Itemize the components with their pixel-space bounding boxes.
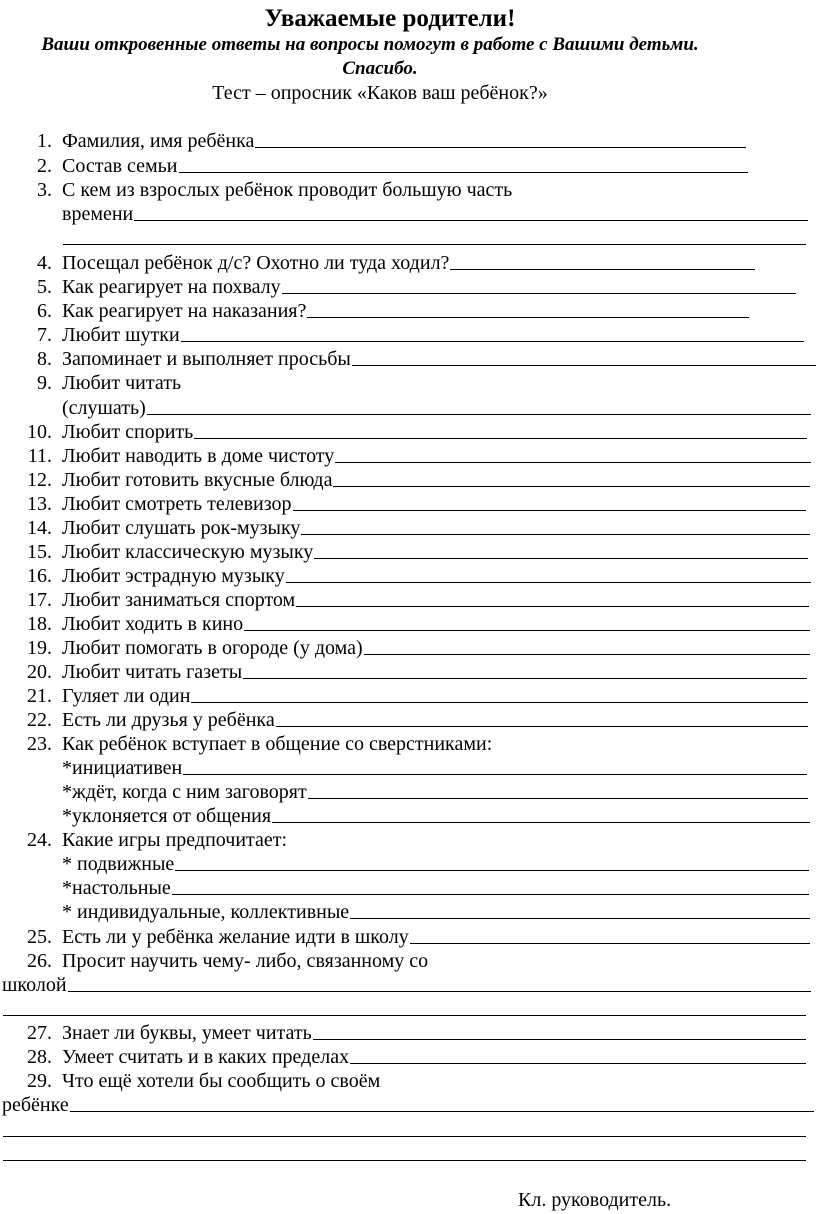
question-text: (слушать) bbox=[62, 397, 146, 419]
question-text: *уклоняется от общения bbox=[62, 805, 272, 827]
question-row bbox=[62, 588, 809, 612]
question-text: Любит помогать в огороде (у дома) bbox=[62, 637, 363, 659]
answer-line[interactable] bbox=[134, 219, 808, 221]
question-text: Любит слушать рок-музыку bbox=[62, 517, 301, 539]
question-row bbox=[62, 1069, 800, 1093]
question-text: Знает ли буквы, умеет читать bbox=[62, 1022, 312, 1044]
answer-line[interactable] bbox=[255, 146, 746, 148]
answer-line[interactable] bbox=[191, 701, 808, 703]
answer-line[interactable] bbox=[301, 533, 810, 535]
question-row bbox=[62, 852, 809, 876]
question-text: ребёнке bbox=[2, 1094, 69, 1116]
question-number: 5. bbox=[37, 276, 52, 298]
question-row bbox=[62, 275, 796, 299]
answer-line[interactable] bbox=[172, 893, 809, 895]
question-row bbox=[62, 299, 749, 323]
answer-line[interactable] bbox=[3, 1135, 806, 1137]
answer-line[interactable] bbox=[314, 557, 808, 559]
answer-line[interactable] bbox=[410, 942, 810, 944]
question-number: 23. bbox=[27, 733, 52, 755]
question-text: Фамилия, имя ребёнка bbox=[62, 130, 255, 152]
question-number: 28. bbox=[27, 1046, 52, 1068]
question-number: 20. bbox=[27, 661, 52, 683]
question-number: 2. bbox=[37, 155, 52, 177]
answer-line[interactable] bbox=[313, 1038, 806, 1040]
question-number: 26. bbox=[27, 950, 52, 972]
question-row bbox=[62, 129, 746, 153]
answer-line[interactable] bbox=[244, 629, 810, 631]
question-row bbox=[62, 732, 800, 756]
page-title: Уважаемые родители! bbox=[264, 5, 516, 32]
test-title: Тест – опросник «Каков ваш ребёнок?» bbox=[212, 82, 548, 104]
question-text: * индивидуальные, коллективные bbox=[62, 901, 350, 923]
question-row bbox=[62, 876, 809, 900]
answer-line[interactable] bbox=[296, 605, 809, 607]
question-row bbox=[2, 973, 811, 997]
question-text: Что ещё хотели бы сообщить о своём bbox=[62, 1070, 381, 1092]
question-text: *инициативен bbox=[62, 757, 183, 779]
question-text: Запоминает и выполняет просьбы bbox=[62, 348, 351, 370]
question-text: Посещал ребёнок д/с? Охотно ли туда ходил? bbox=[62, 252, 450, 274]
answer-line[interactable] bbox=[350, 917, 810, 919]
question-row bbox=[62, 347, 816, 371]
question-row bbox=[62, 371, 800, 395]
question-number: 22. bbox=[27, 709, 52, 731]
question-number: 29. bbox=[27, 1070, 52, 1092]
question-text: Есть ли друзья у ребёнка bbox=[62, 709, 275, 731]
signature: Кл. руководитель. bbox=[518, 1189, 672, 1211]
question-number: 14. bbox=[27, 517, 52, 539]
page-subtitle: Ваши откровенные ответы на вопросы помогут в работе с Вашими детьми. bbox=[41, 34, 699, 55]
question-text: Любит ходить в кино bbox=[62, 613, 244, 635]
answer-line[interactable] bbox=[276, 725, 808, 727]
question-text: *ждёт, когда с ним заговорят bbox=[62, 781, 307, 803]
question-text: Любит заниматься спортом bbox=[62, 589, 296, 611]
answer-line[interactable] bbox=[286, 581, 811, 583]
question-number: 11. bbox=[27, 445, 52, 467]
question-text: Любит читать газеты bbox=[62, 661, 243, 683]
thanks-text: Спасибо. bbox=[342, 58, 418, 79]
question-number: 13. bbox=[27, 493, 52, 515]
question-number: 21. bbox=[27, 685, 52, 707]
question-text: *настольные bbox=[62, 877, 171, 899]
question-text: времени bbox=[62, 203, 134, 225]
question-row bbox=[62, 804, 810, 828]
question-row bbox=[62, 468, 810, 492]
question-row bbox=[62, 516, 810, 540]
question-number: 25. bbox=[27, 926, 52, 948]
question-row bbox=[62, 396, 811, 420]
answer-line[interactable] bbox=[175, 869, 809, 871]
answer-line[interactable] bbox=[333, 485, 810, 487]
answer-line[interactable] bbox=[183, 773, 807, 775]
question-number: 15. bbox=[27, 541, 52, 563]
answer-line[interactable] bbox=[243, 677, 807, 679]
question-row bbox=[62, 828, 800, 852]
question-text: Любит смотреть телевизор bbox=[62, 493, 292, 515]
question-number: 12. bbox=[27, 469, 52, 491]
question-row bbox=[62, 420, 807, 444]
question-row bbox=[2, 1118, 806, 1142]
question-text: Любит спорить bbox=[62, 421, 194, 443]
question-text: школой bbox=[2, 974, 67, 996]
question-row bbox=[2, 997, 806, 1021]
question-row bbox=[62, 660, 807, 684]
answer-line[interactable] bbox=[364, 653, 810, 655]
question-number: 4. bbox=[37, 252, 52, 274]
question-number: 19. bbox=[27, 637, 52, 659]
question-text: Состав семьи bbox=[62, 155, 178, 177]
answer-line[interactable] bbox=[3, 1159, 806, 1161]
question-text: Любит наводить в доме чистоту bbox=[62, 445, 335, 467]
question-text: Любит классическую музыку bbox=[62, 541, 314, 563]
answer-line[interactable] bbox=[308, 797, 808, 799]
question-text: Как реагирует на наказания? bbox=[62, 300, 307, 322]
question-text: Любит читать bbox=[62, 372, 182, 394]
question-row bbox=[62, 1021, 806, 1045]
question-text: С кем из взрослых ребёнок проводит большую часть bbox=[62, 179, 513, 201]
question-number: 18. bbox=[27, 613, 52, 635]
answer-line[interactable] bbox=[68, 990, 811, 992]
question-row bbox=[62, 925, 810, 949]
answer-line[interactable] bbox=[352, 364, 816, 366]
question-text: Как реагирует на похвалу bbox=[62, 276, 281, 298]
answer-line[interactable] bbox=[282, 292, 796, 294]
question-row bbox=[62, 226, 806, 250]
question-number: 8. bbox=[37, 348, 52, 370]
question-number: 3. bbox=[37, 179, 52, 201]
question-number: 24. bbox=[27, 829, 52, 851]
question-text: Какие игры предпочитает: bbox=[62, 829, 288, 851]
question-text: Умеет считать и в каких пределах bbox=[62, 1046, 350, 1068]
question-row bbox=[62, 178, 800, 202]
question-number: 27. bbox=[27, 1022, 52, 1044]
question-row bbox=[62, 564, 811, 588]
question-number: 17. bbox=[27, 589, 52, 611]
question-row bbox=[62, 708, 808, 732]
question-number: 16. bbox=[27, 565, 52, 587]
question-text: Любит готовить вкусные блюда bbox=[62, 469, 333, 491]
answer-line[interactable] bbox=[3, 1014, 806, 1016]
answer-line[interactable] bbox=[450, 268, 755, 270]
question-row bbox=[62, 949, 800, 973]
question-text: Как ребёнок вступает в общение со сверстниками: bbox=[62, 733, 493, 755]
question-row bbox=[62, 636, 810, 660]
question-row bbox=[62, 251, 755, 275]
answer-line[interactable] bbox=[307, 316, 749, 318]
question-row bbox=[62, 1045, 806, 1069]
question-text: Любит эстрадную музыку bbox=[62, 565, 285, 587]
question-row bbox=[2, 1093, 814, 1117]
answer-line[interactable] bbox=[293, 509, 806, 511]
answer-line[interactable] bbox=[147, 413, 811, 415]
question-row bbox=[2, 1142, 806, 1166]
question-row bbox=[62, 323, 804, 347]
question-row bbox=[62, 202, 808, 226]
question-number: 9. bbox=[37, 372, 52, 394]
question-row bbox=[62, 612, 810, 636]
question-row bbox=[62, 780, 808, 804]
question-row bbox=[62, 492, 806, 516]
question-row bbox=[62, 684, 808, 708]
question-number: 1. bbox=[37, 130, 52, 152]
answer-line[interactable] bbox=[70, 1110, 814, 1112]
question-row bbox=[62, 444, 811, 468]
answer-line[interactable] bbox=[272, 821, 810, 823]
question-row bbox=[62, 154, 748, 178]
question-text: Любит шутки bbox=[62, 324, 180, 346]
answer-line[interactable] bbox=[63, 243, 806, 245]
question-text: Есть ли у ребёнка желание идти в школу bbox=[62, 926, 409, 948]
question-row bbox=[62, 756, 807, 780]
answer-line[interactable] bbox=[335, 461, 811, 463]
answer-line[interactable] bbox=[350, 1062, 806, 1064]
question-number: 10. bbox=[27, 421, 52, 443]
question-text: Гуляет ли один bbox=[62, 685, 191, 707]
answer-line[interactable] bbox=[179, 171, 749, 173]
question-row bbox=[62, 900, 810, 924]
question-row bbox=[62, 540, 808, 564]
question-number: 7. bbox=[37, 324, 52, 346]
answer-line[interactable] bbox=[194, 437, 807, 439]
question-text: * подвижные bbox=[62, 853, 175, 875]
question-number: 6. bbox=[37, 300, 52, 322]
answer-line[interactable] bbox=[181, 340, 804, 342]
question-text: Просит научить чему- либо, связанному со bbox=[62, 950, 429, 972]
